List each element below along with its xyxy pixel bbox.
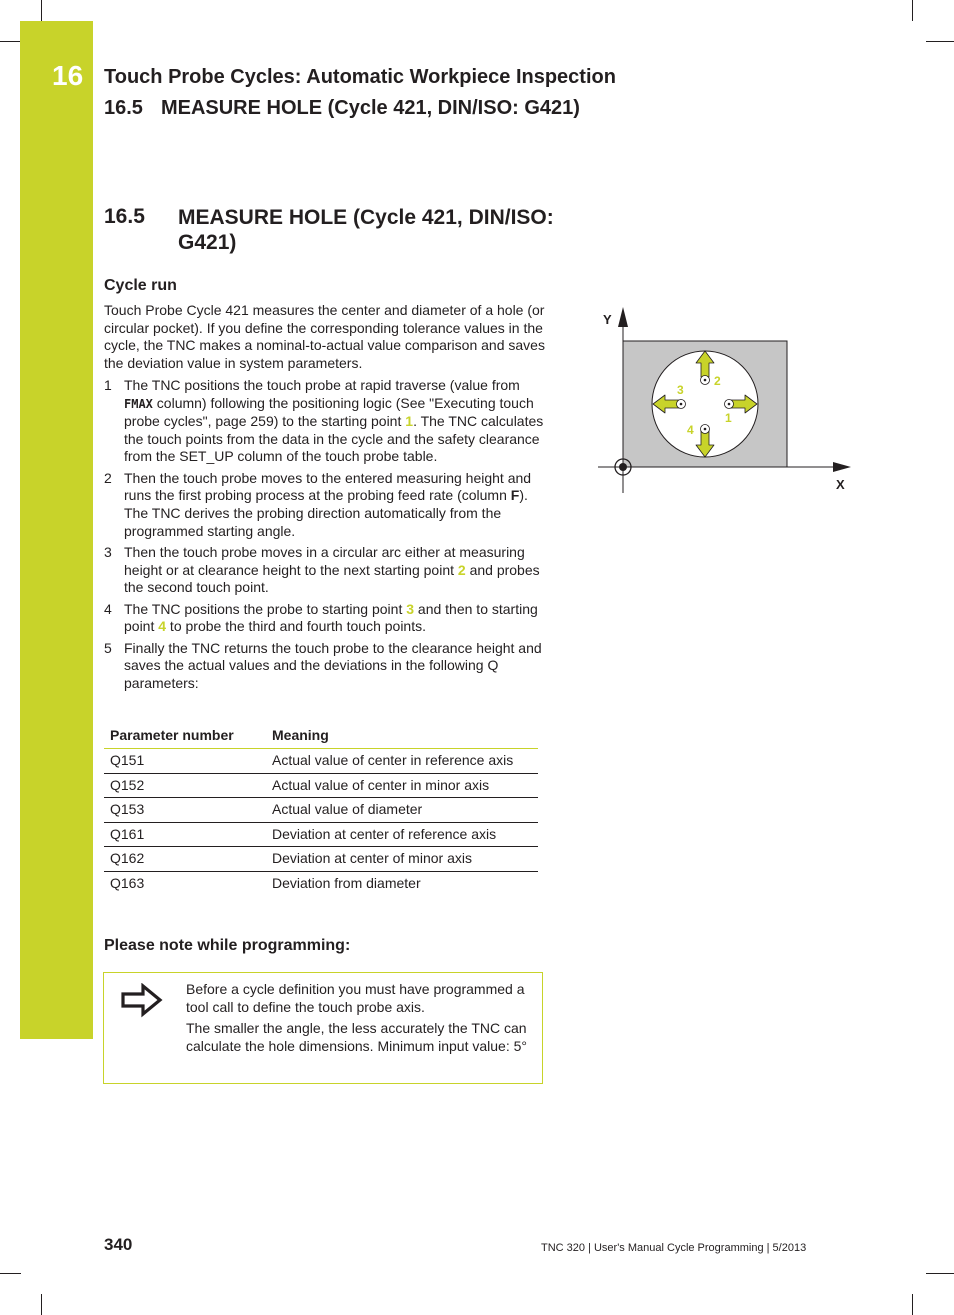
point-label-1: 1 xyxy=(725,411,732,425)
point-ref: 4 xyxy=(158,618,167,635)
table-row: Q161 Deviation at center of reference axis xyxy=(104,822,538,847)
note-divider xyxy=(184,973,185,1083)
point-label-4: 4 xyxy=(687,423,694,437)
crop-mark xyxy=(912,0,913,21)
point-ref: 1 xyxy=(405,413,414,430)
crop-mark xyxy=(41,1294,42,1315)
measure-hole-diagram xyxy=(590,303,860,503)
q-parameter-table xyxy=(104,722,538,896)
crop-mark xyxy=(0,1273,21,1274)
crop-mark xyxy=(926,41,954,42)
running-section-header xyxy=(104,97,580,120)
table-row: Q163 Deviation from diameter xyxy=(110,874,421,891)
table-row: Q153 Actual value of diameter xyxy=(104,798,538,823)
page-number: 340 xyxy=(104,1235,133,1254)
fmax-code: FMAX xyxy=(124,396,153,411)
cycle-run-intro: Touch Probe Cycle 421 measures the center and diameter of a hole (or circular pocket). If you define the corresponding tolerance values in the cycle, the TNC makes a nominal-to-actual value comparison and saves the deviation value in system parameters. xyxy=(104,302,545,371)
crop-mark xyxy=(41,0,42,21)
crop-mark xyxy=(912,1294,913,1315)
crop-mark xyxy=(0,41,21,42)
note-text xyxy=(186,981,536,1059)
section-number: 16.5 xyxy=(104,205,145,228)
running-section-number: 16.5 xyxy=(104,97,143,119)
crop-mark xyxy=(926,1273,954,1274)
list-item: 3 Then the touch probe moves in a circular arc either at measuring height or at clearance height to the next starting point 2 and probes the second touch point. xyxy=(104,543,540,596)
note-box xyxy=(103,972,543,1084)
table-row: Q151 Actual value of center in reference axis xyxy=(104,749,538,774)
x-axis-label: X xyxy=(836,477,845,492)
footer-text: TNC 320 | User's Manual Cycle Programming | 5/2013 xyxy=(541,1242,807,1254)
column-header: Parameter number xyxy=(104,722,266,749)
table-row: Q162 Deviation at center of minor axis xyxy=(104,847,538,872)
column-ref: F xyxy=(510,487,520,504)
cycle-run-heading: Cycle run xyxy=(104,277,177,294)
list-item: 5 Finally the TNC returns the touch probe to the clearance height and saves the actual values and the deviations in the following Q parameters: xyxy=(104,639,542,691)
section-title: MEASURE HOLE (Cycle 421, DIN/ISO: G421) xyxy=(178,206,554,254)
x-axis-arrow xyxy=(833,462,851,472)
y-axis-arrow xyxy=(618,307,628,327)
point-label-2: 2 xyxy=(714,374,721,388)
running-section-title: MEASURE HOLE (Cycle 421, DIN/ISO: G421) xyxy=(160,97,580,119)
note-paragraph: Before a cycle definition you must have programmed a tool call to define the touch probe axis. xyxy=(186,981,525,1015)
note-paragraph: The smaller the angle, the less accurately the TNC can calculate the hole dimensions. Minimum input value: 5° xyxy=(186,1020,527,1054)
point-ref: 2 xyxy=(457,561,466,578)
table-header-row xyxy=(104,722,538,749)
list-item: 4 The TNC positions the probe to starting point 3 and then to starting point 4 to probe the third and fourth touch points. xyxy=(104,600,538,635)
chapter-number: 16 xyxy=(52,60,84,91)
cycle-steps-list xyxy=(104,377,546,696)
chapter-title: Touch Probe Cycles: Automatic Workpiece Inspection xyxy=(104,66,616,88)
point-label-3: 3 xyxy=(677,383,684,397)
table-row: Q152 Actual value of center in minor axis xyxy=(104,773,538,798)
origin-center xyxy=(619,463,627,471)
list-item: 1 The TNC positions the touch probe at rapid traverse (value from FMAX column) following the positioning logic (See "Executing touch probe cycles", page 259) to the starting point 1. The TNC calculates the touch points from the data in the cycle and the safety clearance from the SET_UP column of the touch probe table. xyxy=(104,377,544,465)
column-header: Meaning xyxy=(266,722,538,749)
point-ref: 3 xyxy=(406,600,415,617)
note-heading: Please note while programming: xyxy=(104,937,351,954)
arrow-right-icon xyxy=(121,983,163,1019)
y-axis-label: Y xyxy=(603,312,612,327)
list-item: 2 Then the touch probe moves to the entered measuring height and runs the first probing process at the probing feed rate (column F). The TNC derives the probing direction automatically from the programmed starting angle. xyxy=(104,469,532,539)
chapter-sidebar xyxy=(20,21,93,1039)
